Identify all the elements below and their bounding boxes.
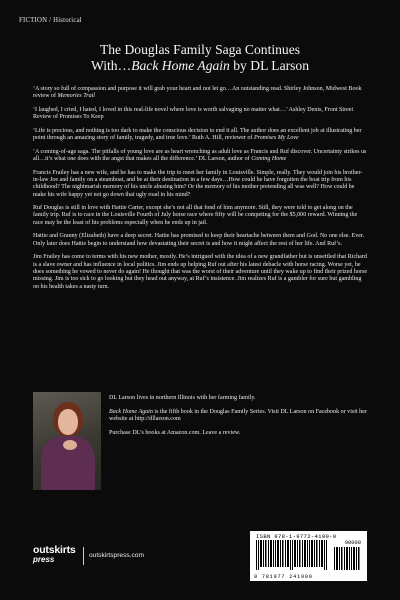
- barcode-addon-bars: [334, 547, 361, 570]
- review-quote: ‘A coming-of-age saga. The pitfalls of young love are as heart wrenching as adult love as Francis and Ruf discover. Uncertainty strikes us all…it’s what one does with the angst that makes all the difference.’ DL Larson, author of: [33, 148, 367, 162]
- headline-prefix: With…: [90, 58, 132, 73]
- synopsis-paragraph-2: Ruf Douglas is still in love with Hattie Carter, except she’s not all that fond of him anymore. Still, they were told to get along on the family trip. Ruf is to race in the Louisville Fourth of July horse race where fifty will be competing for the $5,000 reward. Winning the race may be the least of his problems especially when he ends up in jail.: [33, 205, 358, 226]
- review-attribution: Ashley Denis, Front Street Review of Promises To Keep: [33, 106, 354, 121]
- review-book-title: Memories Trail: [57, 93, 95, 100]
- headline-line2: [20, 58, 380, 74]
- headline: [20, 42, 380, 74]
- author-bio: DL Larson lives in northern Illinois with her farming family.: [109, 395, 256, 401]
- barcode-main-bars: [256, 540, 328, 570]
- synopsis-paragraph-3: Hattie and Granny (Elizabeth) have a deep secret. Hattie has promised to keep their heartache between them and God. No one else. Ever. Only later does Hattie begin to understand how devastating their secret is and how it might affect the rest of her life. And Ruf’s.: [33, 233, 365, 247]
- publisher-logo: [33, 545, 76, 564]
- review-quote: ‘Life is precious, and nothing is too dark to make the conscious decision to end it all. The author does an excellent job at illustrating her point through an amazing story of family, tragedy, and true love.’ Ruth A. Hill, reviewer of: [33, 127, 362, 142]
- review-book-title: Promises My Love: [253, 135, 299, 142]
- author-series: [109, 409, 369, 424]
- review-book-title: Coming Home: [251, 155, 287, 162]
- headline-book-title: Back Home Again: [131, 58, 230, 73]
- publisher-logo-press: press: [33, 555, 55, 564]
- back-cover-text: [33, 86, 368, 297]
- author-info: [109, 395, 369, 444]
- review-4: [33, 149, 368, 164]
- series-book-title: Back Home Again: [109, 408, 153, 415]
- author-photo-face: [58, 409, 78, 435]
- headline-line1: The Douglas Family Saga Continues: [99, 42, 301, 57]
- isbn-barcode: [250, 531, 367, 581]
- review-attribution: Shirley Johnson, Midwest Book review of: [33, 86, 362, 100]
- synopsis-paragraph-1: Francis Frailey has a new wife, and he has to make the trip to meet her family in Louisville. Simple, really. They would join his brother-in-law Joe and family on a steamboat, and be at their destination in a few days…How could he have forgotten the boat trip from his childhood? The nightmarish memory of his uncle abusing him? Or the memory of his mother pretending all was well? How could he make his wife happy yet not go down that ugly road in his mind?: [33, 169, 363, 198]
- series-text: is the fifth book in the Douglas Family Series. Visit DL Larson on Facebook or visit her website at http://dllarson.com: [109, 408, 367, 423]
- author-purchase: Purchase DL’s books at Amazon.com. Leave a review.: [109, 430, 241, 437]
- logo-divider: [83, 547, 84, 565]
- review-2: [33, 107, 368, 122]
- publisher-url: outskirtspress.com: [89, 552, 144, 559]
- synopsis-paragraph-4: Jim Frailey has come to terms with his new mother, mostly. He’s intrigued with the idea of a new grandfather but is unsettled that Richard is a slave owner and has influence in local politics. Jim ends up helping Ruf out after his latest debacle with horse racing. Worse yet, he does something he vowed to never do again! He thought that was the worst of their adventure until they wake up to find their prized horse missing. Jim is too sick to go looking but they head out anyway, at Ruf’s insistence. Jim realizes Ruf is a gambler for sure but gambling on his health takes a nasty turn.: [33, 254, 368, 290]
- review-3: [33, 128, 368, 143]
- author-photo: [33, 392, 101, 490]
- author-photo-hand: [63, 440, 77, 450]
- publisher-logo-word: outskirts: [33, 544, 76, 556]
- review-quote: ‘I laughed, I cried, I hated, I loved in this real-life novel where love is worth salvaging no matter what…’: [33, 106, 288, 113]
- headline-suffix: by DL Larson: [229, 58, 310, 73]
- price-code: 90000: [344, 540, 361, 546]
- genre-label: FICTION / Historical: [19, 17, 82, 24]
- barcode-digits: 9 781977 241900: [254, 574, 313, 580]
- review-quote: ‘A story so full of compassion and purpose it will grab your heart and not let go…An outstanding read.: [33, 86, 283, 92]
- isbn-number: ISBN 978-1-9772-4190-0: [256, 533, 337, 540]
- review-1: [33, 86, 368, 101]
